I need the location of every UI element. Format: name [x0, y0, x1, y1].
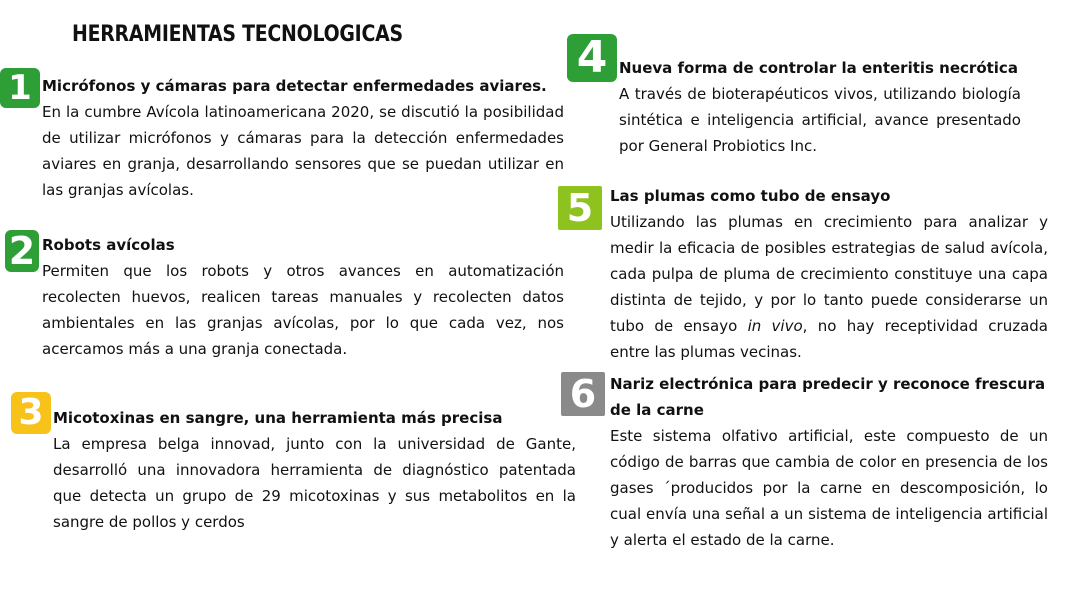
page-title: HERRAMIENTAS TECNOLOGICAS: [72, 22, 403, 47]
badge-number-5: 5: [566, 186, 594, 230]
item-1-heading: Micrófonos y cámaras para detectar enfermedades aviares.: [42, 77, 547, 95]
item-5-body-italic: in vivo: [747, 317, 803, 335]
item-5-body-text-a: Utilizando las plumas en crecimiento para analizar y medir la eficacia de posibles estrategias de salud avícola, cada pulpa de pluma de crecimiento constituye una capa distinta de tejido, y por lo tanto puede considerarse un tubo de ensayo: [610, 213, 1048, 335]
item-2: [42, 232, 564, 362]
badge-number-2: 2: [8, 229, 36, 273]
item-5-body-text-b: , no hay receptividad cruzada entre las plumas vecinas.: [610, 317, 1049, 361]
item-3-body: La empresa belga innovad, junto con la universidad de Gante, desarrolló una innovadora herramienta de diagnóstico patentada que detecta un grupo de 29 micotoxinas y sus metabolitos en la sangre de pollos y cerdos: [53, 435, 576, 531]
item-4-heading: Nueva forma de controlar la enteritis necrótica: [619, 59, 1018, 77]
number-badge-4: [567, 34, 617, 82]
item-4-body: A través de bioterapéuticos vivos, utilizando biología sintética e inteligencia artificial, avance presentado por General Probiotics Inc.: [619, 85, 1021, 155]
item-6: [610, 371, 1048, 553]
badge-number-1: 1: [8, 68, 32, 108]
item-5: [610, 183, 1048, 365]
number-badge-5: [558, 186, 602, 230]
item-6-heading: Nariz electrónica para predecir y reconoce frescura de la carne: [610, 375, 1046, 419]
number-badge-2: [5, 230, 39, 272]
item-3: [53, 405, 576, 535]
item-5-heading: Las plumas como tubo de ensayo: [610, 187, 891, 205]
badge-number-6: 6: [569, 372, 597, 416]
badge-number-3: 3: [18, 392, 44, 433]
item-1: [42, 73, 564, 203]
number-badge-3: [11, 392, 51, 434]
number-badge-1: [0, 68, 40, 108]
item-2-heading: Robots avícolas: [42, 236, 175, 254]
item-6-body: Este sistema olfativo artificial, este compuesto de un código de barras que cambia de color en presencia de los gases ´producidos por la carne en descomposición, lo cual envía una señal a un sistema de inteligencia artificial y alerta el estado de la carne.: [610, 427, 1048, 549]
item-3-heading: Micotoxinas en sangre, una herramienta más precisa: [53, 409, 503, 427]
item-5-body: [610, 209, 1048, 365]
item-4: [619, 55, 1021, 159]
item-1-body: En la cumbre Avícola latinoamericana 2020, se discutió la posibilidad de utilizar micrófonos y cámaras para la detección enfermedades aviares en granja, desarrollando sensores que se puedan utilizar en las granjas avícolas.: [42, 103, 564, 199]
badge-number-4: 4: [576, 32, 608, 83]
item-2-body: Permiten que los robots y otros avances en automatización recolecten huevos, realicen tareas manuales y recolecten datos ambientales en las granjas avícolas, por lo que cada vez, nos acercamos más a una granja conectada.: [42, 262, 564, 358]
number-badge-6: [561, 372, 605, 416]
